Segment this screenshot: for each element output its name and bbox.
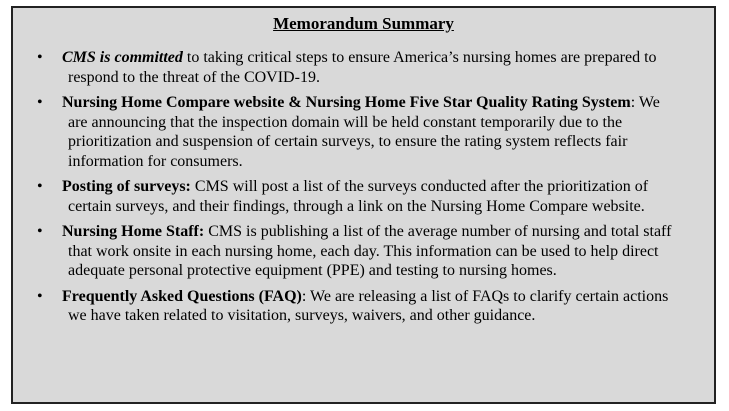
- item-body: : We are releasing a list of FAQs to clarify certain actions we have taken related to visitation, surveys, waivers, and other guidance.: [68, 287, 669, 324]
- item-lead: Nursing Home Compare website & Nursing Home Five Star Quality Rating System: [62, 94, 631, 111]
- item-lead: CMS is committed: [62, 49, 183, 66]
- item-body: CMS is publishing a list of the average number of nursing and total staff that work onsite in each nursing home, each day. This information can be used to help direct adequate personal protective equipment (PPE) and testing to nursing homes.: [68, 223, 672, 279]
- item-body: : We are announcing that the inspection domain will be held constant temporarily due to the prioritization and suspension of certain surveys, to ensure the rating system reflects fair information for consumers.: [68, 94, 660, 170]
- item-lead: Nursing Home Staff:: [62, 223, 205, 240]
- bullet-icon: •: [37, 223, 43, 240]
- list-item: [13, 93, 714, 171]
- item-body: CMS will post a list of the surveys conducted after the prioritization of certain surveys, and their findings, through a link on the Nursing Home Compare website.: [68, 178, 649, 215]
- list-item: [13, 177, 714, 216]
- list-item: [13, 287, 714, 326]
- bullet-icon: •: [37, 178, 43, 195]
- bullet-icon: •: [37, 287, 43, 305]
- item-body: to taking critical steps to ensure America’s nursing homes are prepared to respond to the threat of the COVID-19.: [68, 49, 657, 86]
- list-item: [13, 48, 714, 87]
- summary-list: [13, 48, 714, 332]
- memo-title: Memorandum Summary: [273, 14, 454, 33]
- bullet-icon: •: [37, 49, 43, 66]
- list-item: [13, 222, 714, 281]
- memorandum-summary-box: [11, 6, 716, 404]
- bullet-icon: •: [37, 94, 43, 111]
- item-lead: Posting of surveys:: [62, 178, 191, 195]
- item-lead: Frequently Asked Questions (FAQ): [62, 287, 302, 305]
